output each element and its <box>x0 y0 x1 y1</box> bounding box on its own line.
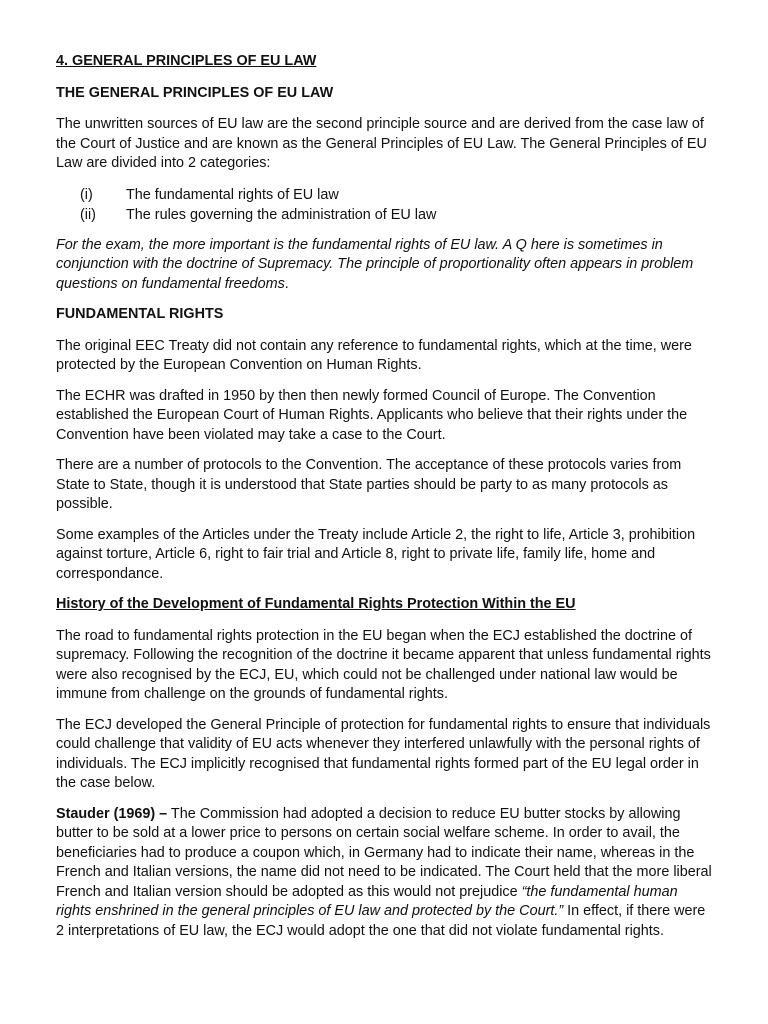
list-item <box>56 205 716 225</box>
stauder-text: The Commission had adopted a decision to reduce EU butter stocks by allowing butter to be sold at a lower price to persons on certain social welfare scheme. In order to avail, the beneficiaries had to produce a coupon which, in Germany had to indicate their name, whereas in the French and Italian versions, the name did not need to be indicated. The Court held that the more liberal French and Italian version should be adopted as this would not prejudice <box>56 805 712 900</box>
fr-paragraph-2: The ECHR was drafted in 1950 by then then newly formed Council of Europe. The Convention established the European Court of Human Rights. Applicants who believe that their rights under the Convention have been violated may take a case to the Court. <box>56 387 688 443</box>
history-heading: History of the Development of Fundamental Rights Protection Within the EU <box>56 596 576 612</box>
list-item <box>56 185 716 205</box>
list-item-text: The rules governing the administration of EU law <box>126 206 437 223</box>
stauder-end: In effect, if there were 2 interpretations of EU law, the ECJ would adopt the one that did not violate fundamental rights. <box>56 903 706 939</box>
categories-list <box>56 185 716 225</box>
history-paragraph-2: The ECJ developed the General Principle of protection for fundamental rights to ensure that individuals could challenge that validity of EU acts whenever they interfered unlawfully with the personal rights of individuals. The ECJ implicitly recognised that fundamental rights formed part of the EU legal order in the case below. <box>56 716 711 791</box>
stauder-case-name: Stauder (1969) – <box>56 805 168 822</box>
stauder-paragraph <box>56 805 716 942</box>
stauder-quote: “the fundamental human rights enshrined in the general principles of EU law and protected by the Court.” <box>56 883 678 919</box>
list-item-number: (ii) <box>80 206 96 223</box>
exam-note-text: For the exam, the more important is the fundamental rights of EU law. A Q here is sometimes in conjunction with the doctrine of Supremacy. The principle of proportionality often appears in problem questions on fundamental freedoms <box>56 236 694 292</box>
fr-paragraph-1: The original EEC Treaty did not contain any reference to fundamental rights, which at the time, were protected by the European Convention on Human Rights. <box>56 337 692 373</box>
exam-note-end: . <box>284 275 289 292</box>
fr-paragraph-3: There are a number of protocols to the Convention. The acceptance of these protocols varies from State to State, though it is understood that State parties should be party to as many protocols as possible. <box>56 457 682 512</box>
section-title: 4. GENERAL PRINCIPLES OF EU LAW <box>56 53 317 69</box>
exam-note <box>56 236 716 295</box>
document-page <box>56 52 716 952</box>
list-item-number: (i) <box>80 186 93 203</box>
history-paragraph-1: The road to fundamental rights protection in the EU began when the ECJ established the doctrine of supremacy. Following the recognition of the doctrine it became apparent that unless fundamental rights were also recognised by the ECJ, EU, which could not be challenged under national law would be immune from challenge on the grounds of fundamental rights. <box>56 627 711 702</box>
section-subtitle: THE GENERAL PRINCIPLES OF EU LAW <box>56 84 334 101</box>
list-item-text: The fundamental rights of EU law <box>126 186 339 203</box>
fr-paragraph-4: Some examples of the Articles under the Treaty include Article 2, the right to life, Article 3, prohibition against torture, Article 6, right to fair trial and Article 8, right to private life, family life, home and correspondance. <box>56 526 696 582</box>
fundamental-rights-heading: FUNDAMENTAL RIGHTS <box>56 306 224 322</box>
intro-paragraph: The unwritten sources of EU law are the second principle source and are derived from the case law of the Court of Justice and are known as the General Principles of EU Law. The General Principles of EU Law are divided into 2 categories: <box>56 116 707 171</box>
